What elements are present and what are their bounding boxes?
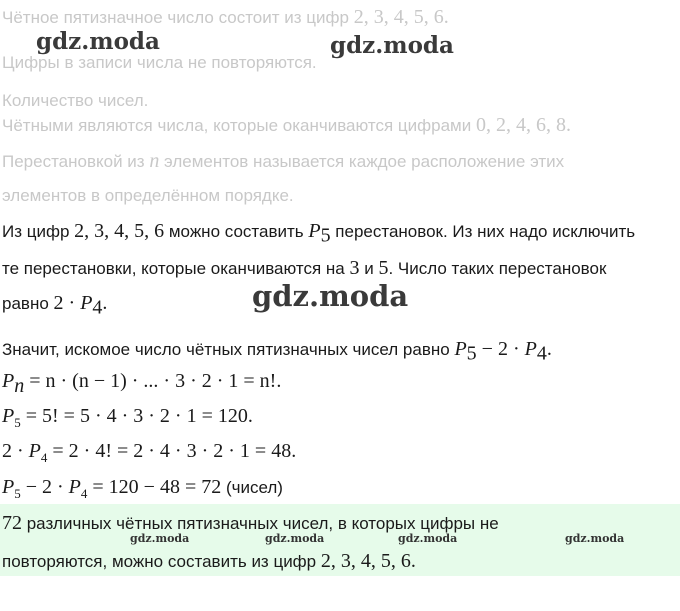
solution-line-1: Из цифр 2, 3, 4, 5, 6 можно составить $P_5$ перестановок. Из них надо исключить <box>2 220 636 247</box>
condition-line-3: Количество чисел. <box>2 91 149 110</box>
formula-p5: $P_5 = 5$! = 5 · 4 · 3 · 2 · 1 = 120. <box>2 405 253 430</box>
watermark-logo: gdz.moda <box>252 279 409 313</box>
definition-line-1: Перестановкой из n элементов называется каждое расположение этих <box>2 150 565 172</box>
watermark-small: gdz.moda <box>398 532 458 545</box>
answer-line-2: повторяются, можно составить из цифр 2, 3, 4, 5, 6. <box>2 550 416 572</box>
condition-line-2: Цифры в записи числа не повторяются. <box>2 53 317 72</box>
condition-line-1: Чётное пятизначное число состоит из цифр 2, 3, 4, 5, 6. <box>2 6 449 28</box>
solution-line-3: равно $2 \cdot P_4$. <box>2 292 108 319</box>
watermark-small: gdz.moda <box>265 532 325 545</box>
answer-line-1: 72 различных чётных пятизначных чисел, в которых цифры не <box>2 512 499 534</box>
watermark-logo: gdz.moda <box>330 32 454 59</box>
solution-line-2: те перестановки, которые оканчиваются на 3 и 5. Число таких перестановок <box>2 257 607 279</box>
answer-box <box>0 504 680 576</box>
formula-result: $P_5 - 2 \cdot P_4 = 120 - 48 = 72$ (чисел) <box>2 476 283 501</box>
watermark-small: gdz.moda <box>130 532 190 545</box>
condition-line-4: Чётными являются числа, которые оканчиваются цифрами 0, 2, 4, 6, 8. <box>2 114 571 136</box>
watermark-small: gdz.moda <box>565 532 625 545</box>
formula-permutations: $P_n = n \cdot (n - 1)$ · ... · 3 · 2 · 1 = n!. <box>2 370 282 397</box>
formula-2p4: $2 \cdot P_4 = 2 \cdot 4$! = 2 · 4 · 3 · 2 · 1 = 48. <box>2 440 297 465</box>
definition-line-2: элементов в определённом порядке. <box>2 186 294 205</box>
solution-line-4: Значит, искомое число чётных пятизначных чисел равно $P_5 - 2 \cdot P_4$. <box>2 338 552 365</box>
watermark-logo: gdz.moda <box>36 28 160 55</box>
